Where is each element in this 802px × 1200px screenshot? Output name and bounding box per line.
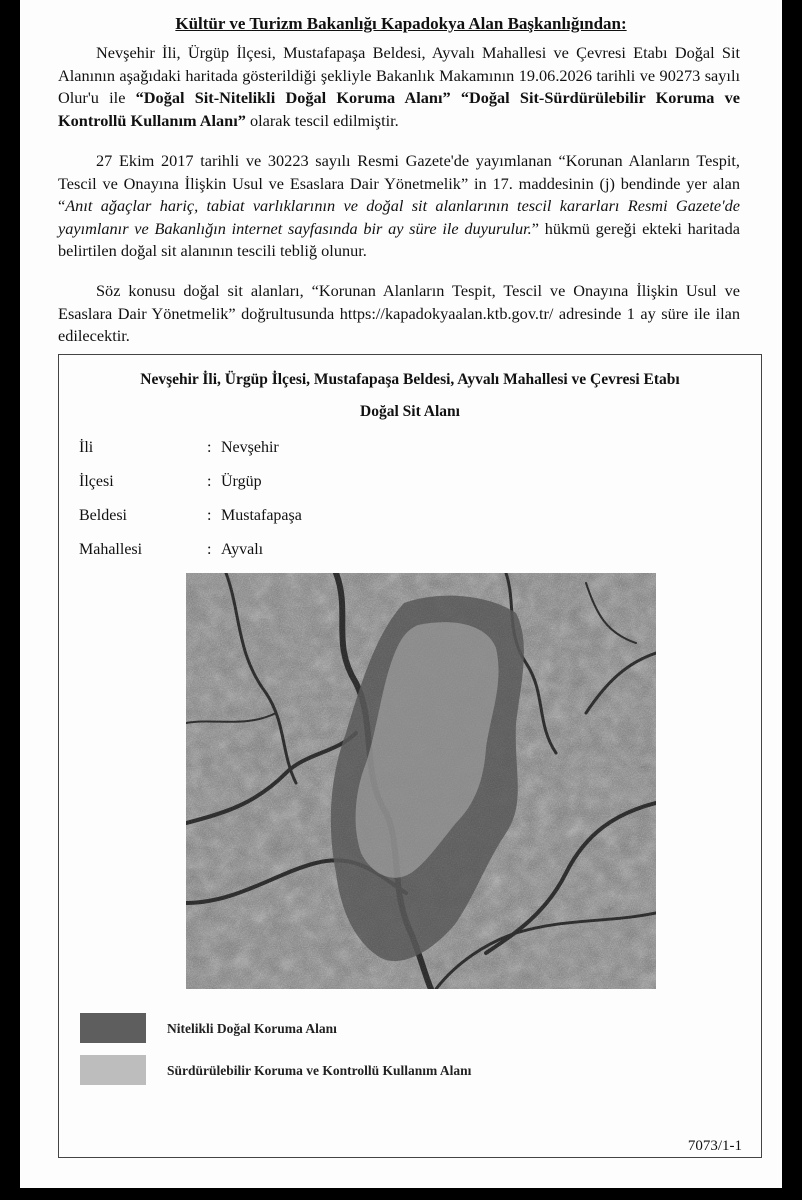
info-label: Mahallesi [79,541,143,558]
info-value: Ayvalı [221,541,264,558]
info-label: İlçesi [79,473,114,490]
info-label: İli [79,439,94,456]
info-value: Nevşehir [221,439,279,456]
paragraph-regulation [58,150,740,263]
info-separator: : [207,473,212,490]
paragraph-registration-text: Nevşehir İli, Ürgüp İlçesi, Mustafapaşa Beldesi, Ayvalı Mahallesi ve Çevresi Etabı Doğal Sit Alanının aşağıdaki haritada gösterildiği şekliyle Bakanlık Makamının 19.06.2026 tarihli ve 90273 sayılı Olur'u ile [58,43,740,107]
paragraph-regulation-quote: Anıt ağaçlar hariç, tabiat varlıklarının ve doğal sit alanlarının tescil kararları Resmi Gazete'de yayımlanır ve Bakanlığın internet sayfasında bir ay süre ile duyurulur. [58,196,740,238]
legend-label-nitelikli: Nitelikli Doğal Koruma Alanı [167,1021,337,1036]
site-title-line1: Nevşehir İli, Ürgüp İlçesi, Mustafapaşa Beldesi, Ayvalı Mahallesi ve Çevresi Etabı [140,371,680,388]
paragraph-announcement: Söz konusu doğal sit alanları, “Korunan Alanların Tespit, Tescil ve Onayına İlişkin Usul ve Esaslara Dair Yönetmelik” doğrultusunda https://kapadokyaalan.ktb.gov.tr/ adresinde 1 ay süre ile ilan edilecektir. [58,281,740,345]
site-info-box [58,354,762,1158]
info-value: Mustafapaşa [221,507,302,524]
paragraph-registration [58,42,740,132]
legend-label-surdurulebilir: Sürdürülebilir Koruma ve Kontrollü Kullanım Alanı [167,1063,472,1078]
paragraph-registration-end: olarak tescil edilmiştir. [245,110,399,130]
info-value: Ürgüp [221,473,262,490]
satellite-map-image [186,573,656,989]
paragraph-regulation-text: 27 Ekim 2017 tarihli ve 30223 sayılı Resmi Gazete'de yayımlanan “Korunan Alanların Tespit, Tescil ve Onayına İlişkin Usul ve Esaslara Dair Yönetmelik” in 17. maddesinin (j) bendinde yer alan “ [58,151,740,215]
site-title-line2: Doğal Sit Alanı [360,403,460,420]
document-page [20,0,782,1188]
info-separator: : [207,507,212,524]
info-label: Beldesi [79,507,127,524]
paragraph-regulation-end: ” hükmü gereği ekteki haritada belirtilen doğal sit alanının tescili tebliğ olunur. [58,218,741,260]
satellite-map [186,573,656,989]
legend-swatch-surdurulebilir [80,1055,146,1085]
legend-swatch-nitelikli [80,1013,146,1043]
info-separator: : [207,439,212,456]
paragraph-registration-bold: “Doğal Sit-Nitelikli Doğal Koruma Alanı” “Doğal Sit-Sürdürülebilir Koruma ve Kontrollü Kullanım Alanı” [58,88,740,130]
announcement-header: Kültür ve Turizm Bakanlığı Kapadokya Alan Başkanlığından: [175,14,627,33]
info-separator: : [207,541,212,558]
page-number: 7073/1-1 [687,1138,742,1154]
